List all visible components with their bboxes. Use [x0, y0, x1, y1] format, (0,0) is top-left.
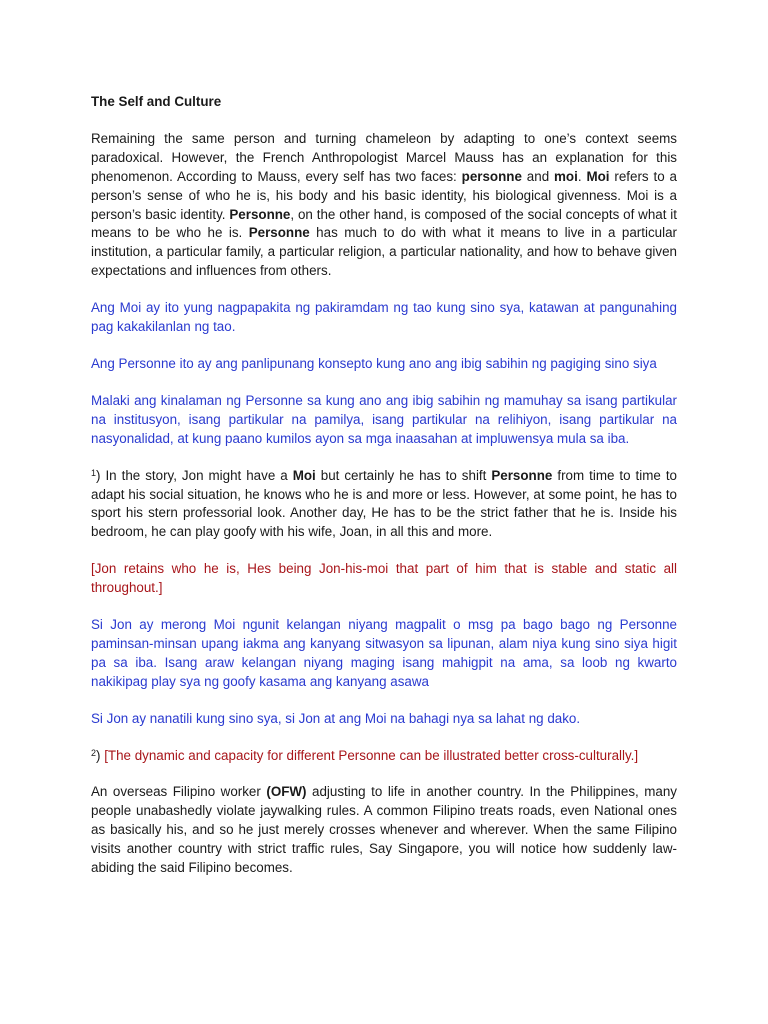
paragraph-cross-cultural: [91, 747, 677, 766]
paragraph-jon-story: [91, 467, 677, 543]
text-run: but certainly he has to shift: [315, 467, 492, 483]
paragraph-ofw: [91, 783, 677, 878]
bold-term: Moi: [292, 467, 316, 483]
bold-term: Moi: [586, 168, 610, 184]
text-run: , on the other hand, is composed of the social concepts of what it means to be who he is.: [91, 206, 677, 241]
text-run: Remaining the same person and turning chameleon by adapting to one’s context seems paradoxical. However, the French Anthropologist Marcel Mauss has an explanation for this phenomenon. According to Mauss, every self has two faces:: [91, 130, 677, 184]
paragraph-moi-tagalog: Ang Moi ay ito yung nagpapakita ng pakiramdam ng tao kung sino sya, katawan at pangunahing pag kakakilanlan ng tao.: [91, 300, 677, 335]
paragraph-jon-tagalog: Si Jon ay merong Moi ngunit kelangan niyang magpalit o msg pa bago bago ng Personne paminsan-minsan upang iakma ang kanyang sitwasyon sa lipunan, alam niya kung sino siya higit pa sa iba. Isang araw kelangan niyang maging isang mahigpit na ama, sa loob ng kwarto nakikipag play sya ng goofy kasama ang kanyang asawa: [91, 617, 677, 689]
text-run: ) In the story, Jon might have a: [96, 467, 293, 483]
text-run: from time to time to adapt his social situation, he knows who he is and more or less. However, at some point, he has to sport his stern professorial look. Another day, He has to be the strict father that he is. Inside his bedroom, he can play goofy with his wife, Joan, in all this and more.: [91, 467, 678, 540]
bold-term: personne: [461, 168, 522, 184]
paragraph-personne-tagalog: Ang Personne ito ay ang panlipunang konsepto kung ano ang ibig sabihin ng pagiging sino siya: [91, 355, 657, 371]
text-run: ): [96, 747, 105, 763]
text-run: and: [521, 168, 555, 184]
text-run: refers to a person’s sense of who he is, his body and his basic identity, his biological givenness. Moi is a person’s basic identity.: [91, 168, 677, 222]
text-run: An overseas Filipino worker: [91, 784, 267, 800]
paragraph-jon-note: [Jon retains who he is, Hes being Jon-his-moi that part of him that is stable and static all throughout.]: [91, 561, 677, 596]
paragraph-jon-moi-tagalog: Si Jon ay nanatili kung sino sya, si Jon at ang Moi na bahagi nya sa lahat ng dako.: [91, 710, 581, 726]
text-run: .: [577, 168, 587, 184]
text-run: has much to do with what it means to live in a particular institution, a particular family, a particular religion, a particular nationality, and how to behave given expectations and influences from others.: [91, 225, 677, 279]
bold-term: (OFW): [266, 784, 307, 800]
bold-term: Personne: [229, 206, 291, 222]
footnote-marker: 2: [91, 747, 97, 758]
bold-term: Personne: [248, 225, 310, 241]
bold-term: moi: [554, 168, 578, 184]
text-run: adjusting to life in another country. In the Philippines, many people unabashedly violate jaywalking rules. A common Filipino treats roads, even National ones as basically his, and so he just merely crosses whenever and wherever. When the same Filipino visits another country with strict traffic rules, Say Singapore, you will notice how suddenly law-abiding the said Filipino becomes.: [91, 784, 677, 876]
paragraph-personne-detail-tagalog: Malaki ang kinalaman ng Personne sa kung ano ang ibig sabihin ng mamuhay sa isang partikular na institusyon, isang partikular na pamilya, isang partikular na relihiyon, isang partikular na nasyonalidad, at kung paano kumilos ayon sa mga inaasahan at impluwensya mula sa iba.: [91, 392, 677, 446]
bold-term: Personne: [491, 467, 553, 483]
cross-cultural-note: [The dynamic and capacity for different Personne can be illustrated better cross-culturally.]: [104, 747, 639, 763]
document-title: The Self and Culture: [91, 94, 222, 109]
footnote-marker: 1: [91, 467, 97, 478]
paragraph-mauss-intro: [91, 130, 677, 281]
